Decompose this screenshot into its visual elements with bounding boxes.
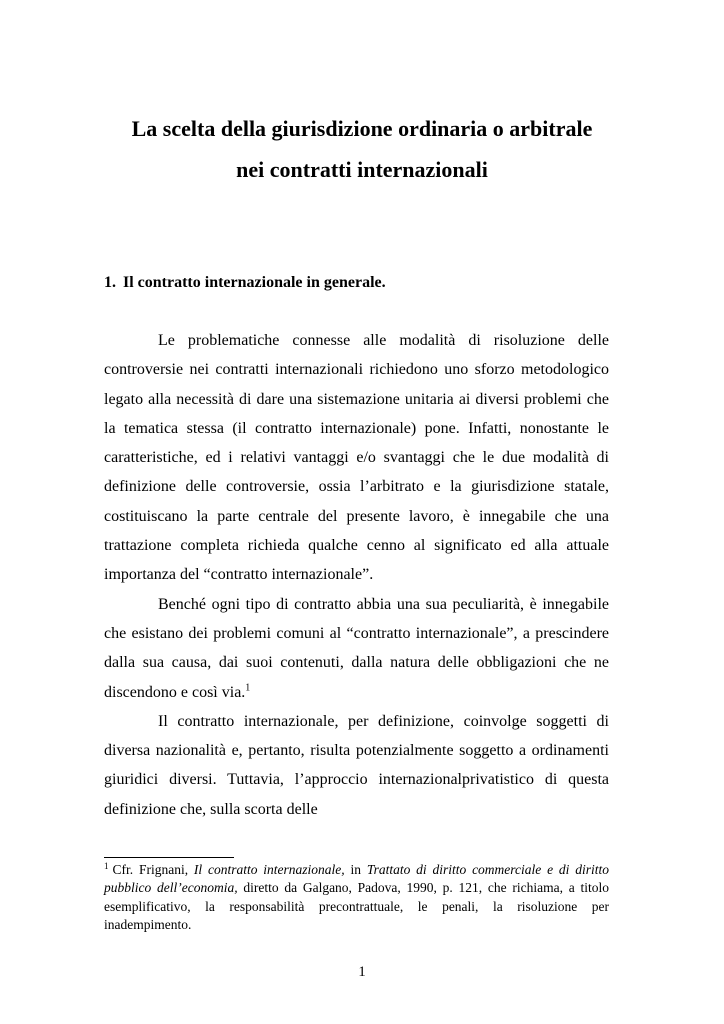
footnote-reference[interactable]: 1 xyxy=(245,682,251,694)
paragraph-2-text: Benché ogni tipo di contratto abbia una sua peculiarità, è innegabile che esistano dei problemi comuni al “contratto internazionale”, a prescindere dalla sua causa, dai suoi contenuti, dalla natura delle obbligazioni che ne discendono e così via. xyxy=(104,595,609,701)
title-line-2: nei contratti internazionali xyxy=(236,157,488,182)
paragraph-1 xyxy=(104,326,609,590)
paragraph-3 xyxy=(104,707,609,824)
footnote-italic-2: Trattato di diritto commerciale e di diritto pubblico dell’economia, xyxy=(104,862,610,896)
footnote-separator xyxy=(104,857,234,858)
footnote-text-2: in xyxy=(344,862,367,877)
section-title: Il contratto internazionale in generale. xyxy=(123,274,386,291)
section-number: 1. xyxy=(104,274,116,291)
title-line-1: La scelta della giurisdizione ordinaria o arbitrale xyxy=(131,116,593,141)
footnote-text-3: diretto da Galgano, Padova, 1990, p. 121, che richiama, a titolo esemplificativo, la responsabilità precontrattuale, le penali, la risoluzione per inadempimento. xyxy=(104,880,609,932)
page-number: 1 xyxy=(358,964,366,980)
paragraph-2 xyxy=(104,590,609,707)
paragraph-1-text: Le problematiche connesse alle modalità di risoluzione delle controversie nei contratti internazionali richiedono uno sforzo metodologico legato alla necessità di dare una sistemazione unitaria ai diversi problemi che la tematica stessa (il contratto internazionale) pone. Infatti, nonostante le caratteristiche, ed i relativi vantaggi e/o svantaggi che le due modalità di definizione delle controversie, ossia l’arbitrato e la giurisdizione statale, costituiscano la parte centrale del presente lavoro, è innegabile che una trattazione completa richieda qualche cenno al significato ed alla attuale importanza del “contratto internazionale”. xyxy=(104,332,609,584)
footnote-italic-1: Il contratto internazionale, xyxy=(193,862,345,877)
footnote xyxy=(104,861,609,934)
body-text xyxy=(104,326,609,824)
footnote-number: 1 xyxy=(104,860,109,871)
paragraph-3-text: Il contratto internazionale, per definizione, coinvolge soggetti di diversa nazionalità e, pertanto, risulta potenzialmente soggetto a ordinamenti giuridici diversi. Tuttavia, l’approccio internazionalprivatistico di questa definizione che, sulla scorta delle xyxy=(104,712,609,818)
section-heading xyxy=(104,273,386,293)
footnote-text-1: Cfr. Frignani, xyxy=(112,862,194,877)
